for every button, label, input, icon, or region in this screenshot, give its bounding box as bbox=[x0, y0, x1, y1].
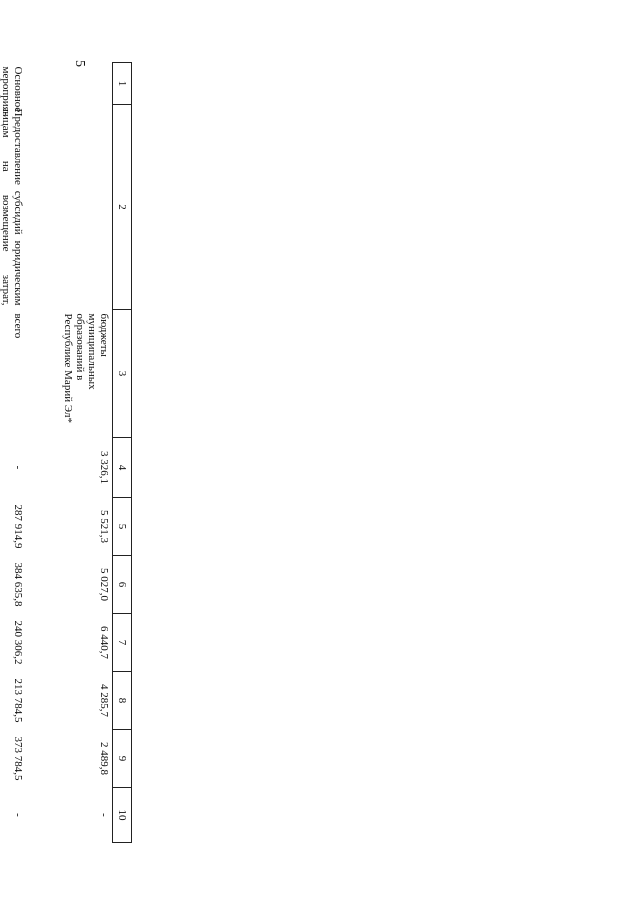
table-cell-c10: - bbox=[12, 813, 25, 817]
table-cell-c8: 4 285,7 bbox=[98, 684, 110, 717]
table-cell-c6: 5 027,0 bbox=[98, 568, 110, 601]
table-cell-c1 bbox=[27, 63, 113, 105]
col-number: 2 bbox=[113, 105, 132, 310]
col-number: 8 bbox=[113, 672, 132, 730]
table-cell-c1: Основное мероприя- bbox=[0, 66, 25, 116]
table-cell-c4: - bbox=[12, 465, 25, 470]
col-number: 9 bbox=[113, 730, 132, 788]
table-cell-c9: 373 784,5 bbox=[12, 736, 25, 781]
table-cell-c4: 3 326,1 bbox=[98, 451, 110, 484]
table-body bbox=[0, 63, 113, 843]
col-number: 3 bbox=[113, 310, 132, 438]
table-cell-c5: 5 521,3 bbox=[98, 510, 110, 543]
col-number: 7 bbox=[113, 614, 132, 672]
table-cell-c6: 384 635,8 bbox=[12, 562, 25, 607]
table-cell-c2: Предоставление субсидий юридическим лицам на возмещение затрат, bbox=[0, 108, 25, 306]
col-number: 4 bbox=[113, 438, 132, 498]
col-number: 6 bbox=[113, 556, 132, 614]
table-cell-c7: 6 440,7 bbox=[98, 626, 110, 659]
table-cell-c2 bbox=[27, 105, 113, 310]
table-row bbox=[27, 63, 113, 843]
col-number: 10 bbox=[113, 788, 132, 843]
budget-table bbox=[0, 62, 132, 843]
table-cell-c3: бюджеты муниципальных образований в Республике Марий Эл* bbox=[62, 313, 110, 423]
table-cell-c5: 287 914,9 bbox=[12, 504, 25, 549]
column-number-row bbox=[113, 63, 132, 843]
col-number: 1 bbox=[113, 63, 132, 105]
table-cell-c10: - bbox=[98, 813, 110, 817]
page-number: 5 bbox=[72, 60, 87, 67]
table-row bbox=[0, 63, 27, 843]
table-cell-c7: 240 306,2 bbox=[12, 620, 25, 665]
table-cell-c8: 213 784,5 bbox=[12, 678, 25, 723]
col-number: 5 bbox=[113, 498, 132, 556]
table-cell-c9: 2 489,8 bbox=[98, 742, 110, 775]
rotated-table-page bbox=[0, 62, 132, 842]
table-cell-c3: всего bbox=[12, 313, 25, 339]
